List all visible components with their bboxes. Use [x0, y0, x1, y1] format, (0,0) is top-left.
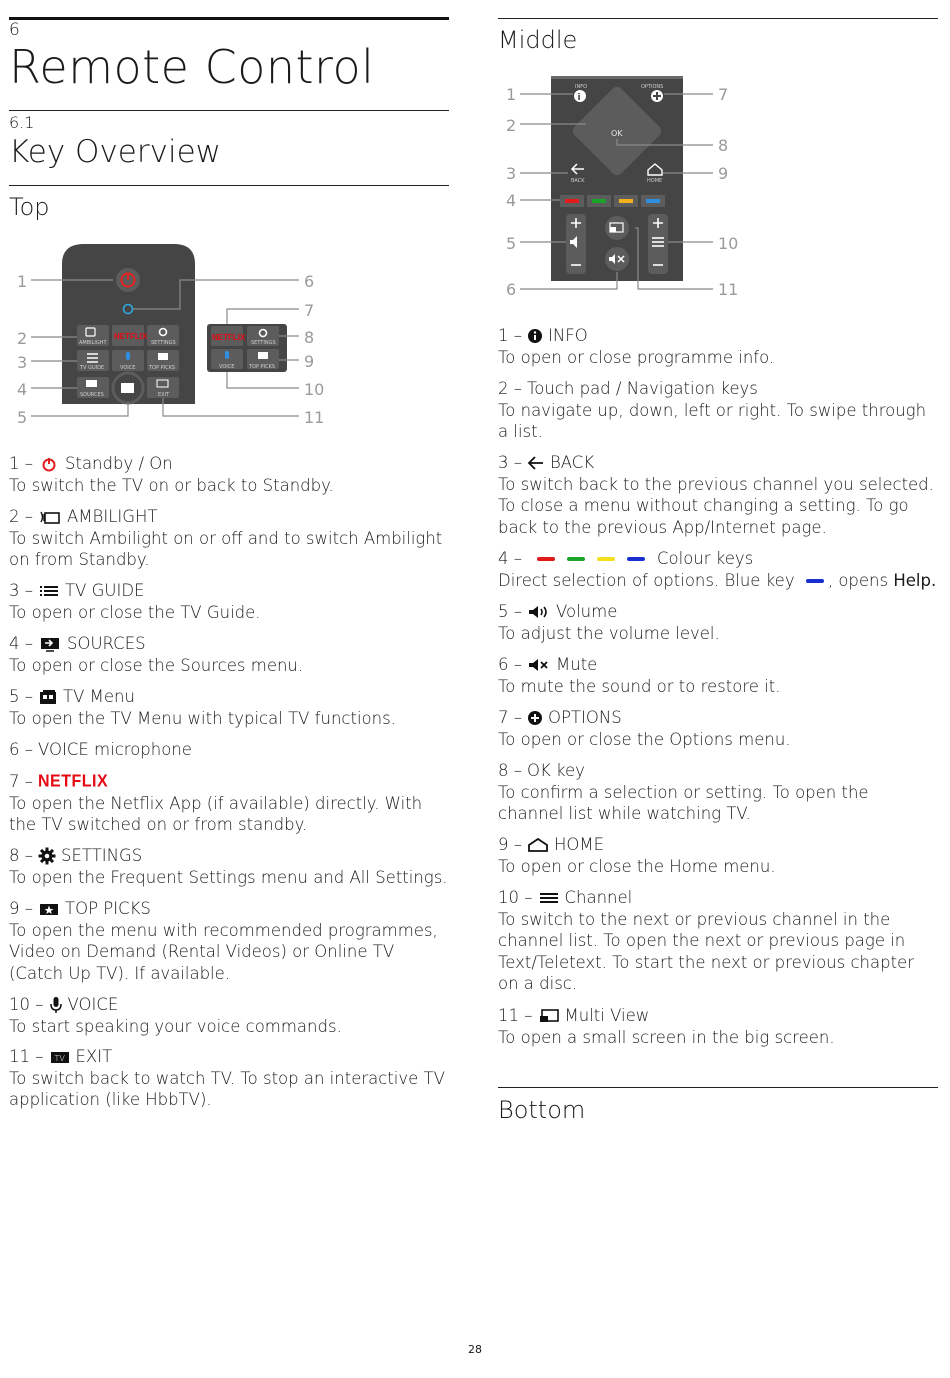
home-icon	[527, 837, 549, 853]
top-item-3: 3 – TV GUIDE To open or close the TV Guide.	[9, 581, 261, 622]
svg-text:7: 7	[304, 301, 315, 320]
chapter-number: 6	[9, 20, 20, 40]
svg-text:OPTIONS: OPTIONS	[641, 84, 664, 90]
bottom-rule	[498, 1087, 938, 1088]
top-remote-figure	[9, 238, 339, 433]
chapter-rule	[9, 17, 449, 20]
svg-text:VOICE: VOICE	[219, 364, 235, 370]
svg-text:INFO: INFO	[575, 84, 588, 90]
blue-key-icon	[800, 576, 828, 586]
svg-text:11: 11	[304, 408, 325, 427]
tv-guide-icon	[38, 583, 60, 599]
netflix-logo: NETFLIX	[38, 772, 109, 791]
svg-text:TV: TV	[54, 1053, 65, 1063]
options-icon	[527, 710, 543, 726]
top-item-11: 11 – TV EXIT To switch back to watch TV. To stop an interactive TV application (like HbbTV).	[9, 1047, 445, 1110]
top-item-1: 1 – Standby / On To switch the TV on or back to Standby.	[9, 454, 334, 495]
middle-item-2: 2 – Touch pad / Navigation keys To navigate up, down, left or right. To swipe through a list.	[498, 379, 927, 442]
multi-view-icon	[538, 1008, 560, 1024]
sources-icon	[38, 636, 62, 652]
middle-item-10: 10 – Channel To switch to the next or previous channel in the channel list. To open the next or previous page in Text/Teletext. To start the next or previous chapter on a disc.	[498, 888, 914, 994]
svg-text:SETTINGS: SETTINGS	[151, 340, 176, 346]
svg-text:9: 9	[718, 164, 729, 183]
bottom-heading: Bottom	[498, 1096, 586, 1124]
back-arrow-icon	[527, 455, 545, 471]
svg-text:NETFLIX: NETFLIX	[114, 332, 148, 341]
tv-menu-icon	[38, 689, 58, 705]
svg-text:1: 1	[506, 85, 517, 104]
top-item-5: 5 – TV Menu To open the TV Menu with typical TV functions.	[9, 687, 396, 728]
top-item-8: 8 – SETTINGS To open the Frequent Settings menu and All Settings.	[9, 846, 448, 887]
svg-text:6: 6	[304, 272, 315, 291]
svg-text:HOME: HOME	[647, 178, 663, 184]
svg-text:4: 4	[17, 380, 28, 399]
microphone-icon	[49, 996, 63, 1014]
svg-text:5: 5	[506, 234, 517, 253]
colour-keys-icon	[527, 553, 652, 565]
svg-text:BACK: BACK	[571, 178, 585, 184]
svg-text:EXIT: EXIT	[158, 392, 170, 398]
top-heading: Top	[9, 193, 50, 221]
svg-text:3: 3	[506, 164, 517, 183]
svg-text:VOICE: VOICE	[120, 365, 136, 371]
svg-text:i: i	[577, 93, 581, 103]
middle-item-5: 5 – Volume To adjust the volume level.	[498, 602, 720, 643]
svg-text:3: 3	[17, 353, 28, 372]
svg-text:10: 10	[304, 380, 325, 399]
svg-text:4: 4	[506, 191, 517, 210]
power-icon	[38, 456, 60, 472]
svg-text:8: 8	[304, 328, 315, 347]
exit-tv-icon	[49, 1049, 71, 1065]
middle-rule	[498, 18, 938, 19]
svg-text:9: 9	[304, 352, 315, 371]
settings-icon	[38, 847, 56, 865]
svg-text:NETFLIX: NETFLIX	[212, 333, 246, 342]
middle-item-3: 3 – BACK To switch back to the previous channel you selected. To close a menu without changing a setting. To go back to the previous App/Internet page.	[498, 453, 934, 537]
mute-icon	[527, 657, 551, 673]
top-picks-icon	[38, 901, 60, 917]
top-item-2: 2 – AMBILIGHT To switch Ambilight on or off and to switch Ambilight on from Standby.	[9, 507, 443, 570]
top-item-9: 9 – TOP PICKS To open the menu with recommended programmes, Video on Demand (Rental Videos) or Online TV (Catch Up TV). If available.	[9, 899, 438, 983]
top-item-6: 6 – VOICE microphone	[9, 740, 192, 759]
svg-text:AMBILIGHT: AMBILIGHT	[79, 340, 107, 346]
page-number: 28	[468, 1343, 482, 1356]
svg-text:2: 2	[17, 329, 28, 348]
svg-text:6: 6	[506, 280, 517, 299]
middle-item-1: 1 – INFO To open or close programme info.	[498, 326, 775, 367]
svg-text:TOP PICKS: TOP PICKS	[249, 364, 276, 370]
svg-text:SOURCES: SOURCES	[80, 392, 104, 398]
middle-item-9: 9 – HOME To open or close the Home menu.	[498, 835, 776, 876]
chapter-title: Remote Control	[9, 40, 375, 94]
middle-item-6: 6 – Mute To mute the sound or to restore it.	[498, 655, 781, 696]
middle-item-7: 7 – OPTIONS To open or close the Options menu.	[498, 708, 791, 749]
svg-text:OK: OK	[611, 129, 623, 138]
top-rule	[9, 185, 449, 186]
svg-text:11: 11	[718, 280, 739, 299]
channel-icon	[538, 890, 560, 906]
svg-text:8: 8	[718, 136, 729, 155]
top-item-7: 7 – NETFLIX To open the Netflix App (if available) directly. With the TV switched on or from standby.	[9, 771, 449, 836]
top-item-4: 4 – SOURCES To open or close the Sources menu.	[9, 634, 304, 675]
svg-text:2: 2	[506, 116, 517, 135]
middle-item-11: 11 – Multi View To open a small screen in the big screen.	[498, 1006, 835, 1047]
svg-text:TOP PICKS: TOP PICKS	[149, 365, 176, 371]
middle-item-4: 4 – Colour keys Direct selection of options. Blue key , opens Help.	[498, 549, 937, 590]
svg-text:7: 7	[718, 85, 729, 104]
section-rule	[9, 110, 449, 111]
volume-icon	[527, 604, 551, 620]
info-icon	[527, 328, 543, 344]
middle-heading: Middle	[498, 26, 578, 54]
svg-text:5: 5	[17, 408, 28, 427]
svg-text:SETTINGS: SETTINGS	[251, 340, 276, 346]
middle-remote-figure	[498, 72, 748, 304]
svg-text:TV GUIDE: TV GUIDE	[80, 365, 105, 371]
svg-text:1: 1	[17, 272, 28, 291]
section-number: 6.1	[9, 113, 35, 132]
ambilight-icon	[38, 509, 62, 525]
middle-item-8: 8 – OK key To confirm a selection or setting. To open the channel list while watching TV.	[498, 761, 869, 824]
section-title: Key Overview	[9, 134, 222, 170]
svg-text:10: 10	[718, 234, 739, 253]
top-item-10: 10 – VOICE To start speaking your voice commands.	[9, 995, 342, 1036]
